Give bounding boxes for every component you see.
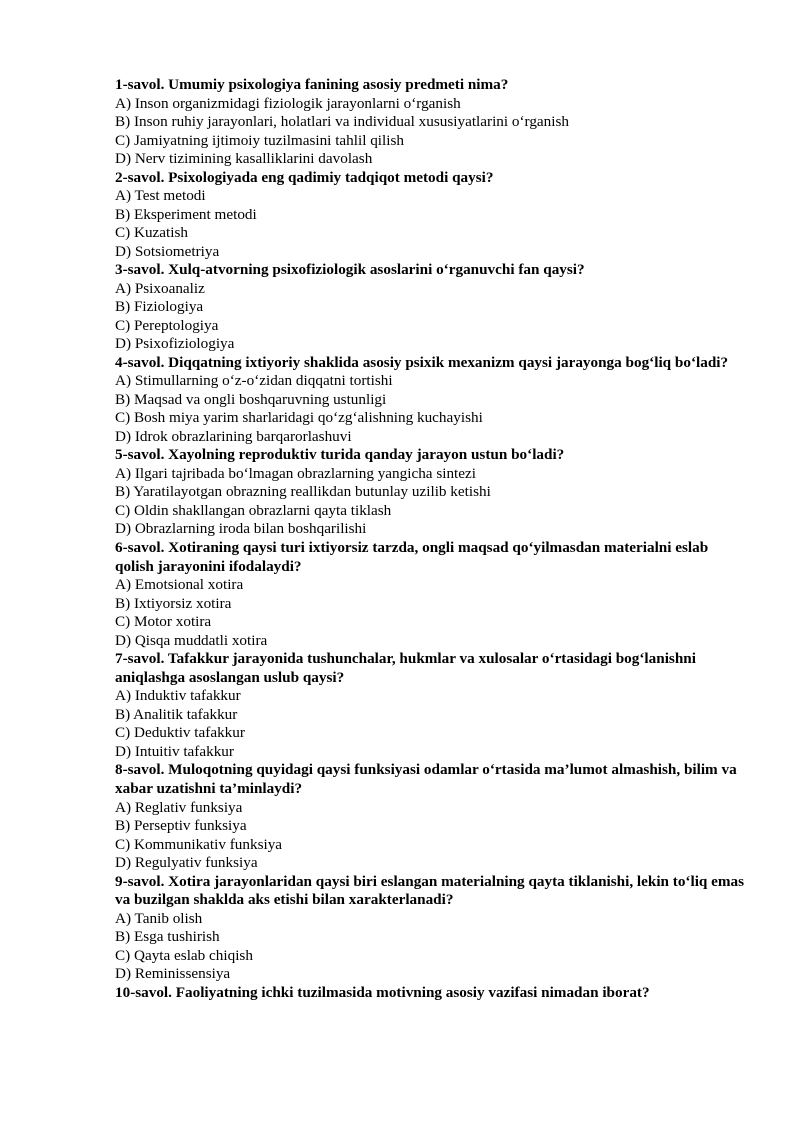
- question-text: 9-savol. Xotira jarayonlaridan qaysi biri eslangan materialning qayta tiklanishi, lekin to‘liq emas va buzilgan shaklda aks etishi bilan xarakterlanadi?: [115, 872, 745, 909]
- answer-option-a: A) Inson organizmidagi fiziologik jarayonlarni o‘rganish: [115, 94, 461, 112]
- question-2: [115, 169, 745, 262]
- answer-option-c: C) Deduktiv tafakkur: [115, 724, 245, 742]
- question-4: [115, 354, 745, 447]
- answer-option-a: A) Test metodi: [115, 187, 206, 205]
- answer-option-d: D) Intuitiv tafakkur: [115, 742, 234, 760]
- answer-option-b: B) Maqsad va ongli boshqaruvning ustunligi: [115, 390, 387, 408]
- answer-option-b: B) Inson ruhiy jarayonlari, holatlari va individual xususiyatlarini o‘rganish: [115, 113, 569, 131]
- question-text: 8-savol. Muloqotning quyidagi qaysi funksiyasi odamlar o‘rtasida ma’lumot almashish, bilim va xabar uzatishni ta’minlaydi?: [115, 761, 737, 797]
- answer-option-a: A) Stimullarning o‘z-o‘zidan diqqatni tortishi: [115, 372, 393, 390]
- answer-option-a: A) Emotsional xotira: [115, 576, 244, 594]
- question-text: 6-savol. Xotiraning qaysi turi ixtiyorsiz tarzda, ongli maqsad qo‘yilmasdan materialni eslab qolish jarayonini ifodalaydi?: [115, 538, 709, 575]
- question-text: 10-savol. Faoliyatning ichki tuzilmasida motivning asosiy vazifasi nimadan iborat?: [115, 983, 650, 1001]
- question-text: 2-savol. Psixologiyada eng qadimiy tadqiqot metodi qaysi?: [115, 168, 494, 186]
- answer-option-d: D) Nerv tizimining kasalliklarini davolash: [115, 150, 373, 168]
- answer-option-a: A) Ilgari tajribada bo‘lmagan obrazlarning yangicha sintezi: [115, 464, 476, 482]
- answer-option-d: D) Obrazlarning iroda bilan boshqarilishi: [115, 520, 367, 538]
- answer-option-a: A) Psixoanaliz: [115, 279, 205, 297]
- question-5: [115, 446, 745, 539]
- question-text: 3-savol. Xulq-atvorning psixofiziologik asoslarini o‘rganuvchi fan qaysi?: [115, 261, 585, 279]
- answer-option-c: C) Kommunikativ funksiya: [115, 835, 283, 853]
- answer-option-b: B) Fiziologiya: [115, 298, 204, 316]
- answer-option-c: C) Pereptologiya: [115, 316, 219, 334]
- answer-option-c: C) Motor xotira: [115, 613, 212, 631]
- answer-option-b: B) Perseptiv funksiya: [115, 817, 247, 835]
- answer-option-b: B) Eksperiment metodi: [115, 205, 257, 223]
- answer-option-d: D) Sotsiometriya: [115, 242, 220, 260]
- answer-option-d: D) Qisqa muddatli xotira: [115, 631, 268, 649]
- question-text: 1-savol. Umumiy psixologiya fanining asosiy predmeti nima?: [115, 76, 509, 93]
- answer-option-c: C) Bosh miya yarim sharlaridagi qo‘zg‘alishning kuchayishi: [115, 409, 483, 427]
- question-6: [115, 539, 745, 650]
- answer-option-c: C) Oldin shakllangan obrazlarni qayta tiklash: [115, 501, 392, 519]
- answer-option-d: D) Psixofiziologiya: [115, 335, 235, 353]
- answer-option-d: D) Regulyativ funksiya: [115, 854, 258, 872]
- answer-option-d: D) Reminissensiya: [115, 965, 231, 983]
- document-page: [115, 76, 745, 1002]
- answer-option-d: D) Idrok obrazlarining barqarorlashuvi: [115, 427, 352, 445]
- answer-option-b: B) Analitik tafakkur: [115, 705, 238, 723]
- question-8: [115, 761, 745, 872]
- question-3: [115, 261, 745, 354]
- answer-option-c: C) Jamiyatning ijtimoiy tuzilmasini tahlil qilish: [115, 131, 404, 149]
- answer-option-b: B) Ixtiyorsiz xotira: [115, 594, 232, 612]
- answer-option-c: C) Qayta eslab chiqish: [115, 946, 253, 964]
- question-1: [115, 76, 745, 169]
- answer-option-b: B) Esga tushirish: [115, 928, 220, 946]
- question-9: [115, 873, 745, 984]
- answer-option-a: A) Tanib olish: [115, 909, 203, 927]
- answer-option-c: C) Kuzatish: [115, 224, 188, 242]
- question-text: 4-savol. Diqqatning ixtiyoriy shaklida asosiy psixik mexanizm qaysi jarayonga bog‘liq bo‘ladi?: [115, 353, 729, 371]
- question-text: 7-savol. Tafakkur jarayonida tushunchalar, hukmlar va xulosalar o‘rtasidagi bog‘lanishni aniqlashga asoslangan uslub qaysi?: [115, 650, 696, 686]
- question-10: [115, 984, 745, 1003]
- answer-option-a: A) Reglativ funksiya: [115, 798, 243, 816]
- answer-option-b: B) Yaratilayotgan obrazning reallikdan butunlay uzilib ketishi: [115, 483, 491, 501]
- question-7: [115, 650, 745, 761]
- question-text: 5-savol. Xayolning reproduktiv turida qanday jarayon ustun bo‘ladi?: [115, 446, 565, 464]
- answer-option-a: A) Induktiv tafakkur: [115, 687, 241, 705]
